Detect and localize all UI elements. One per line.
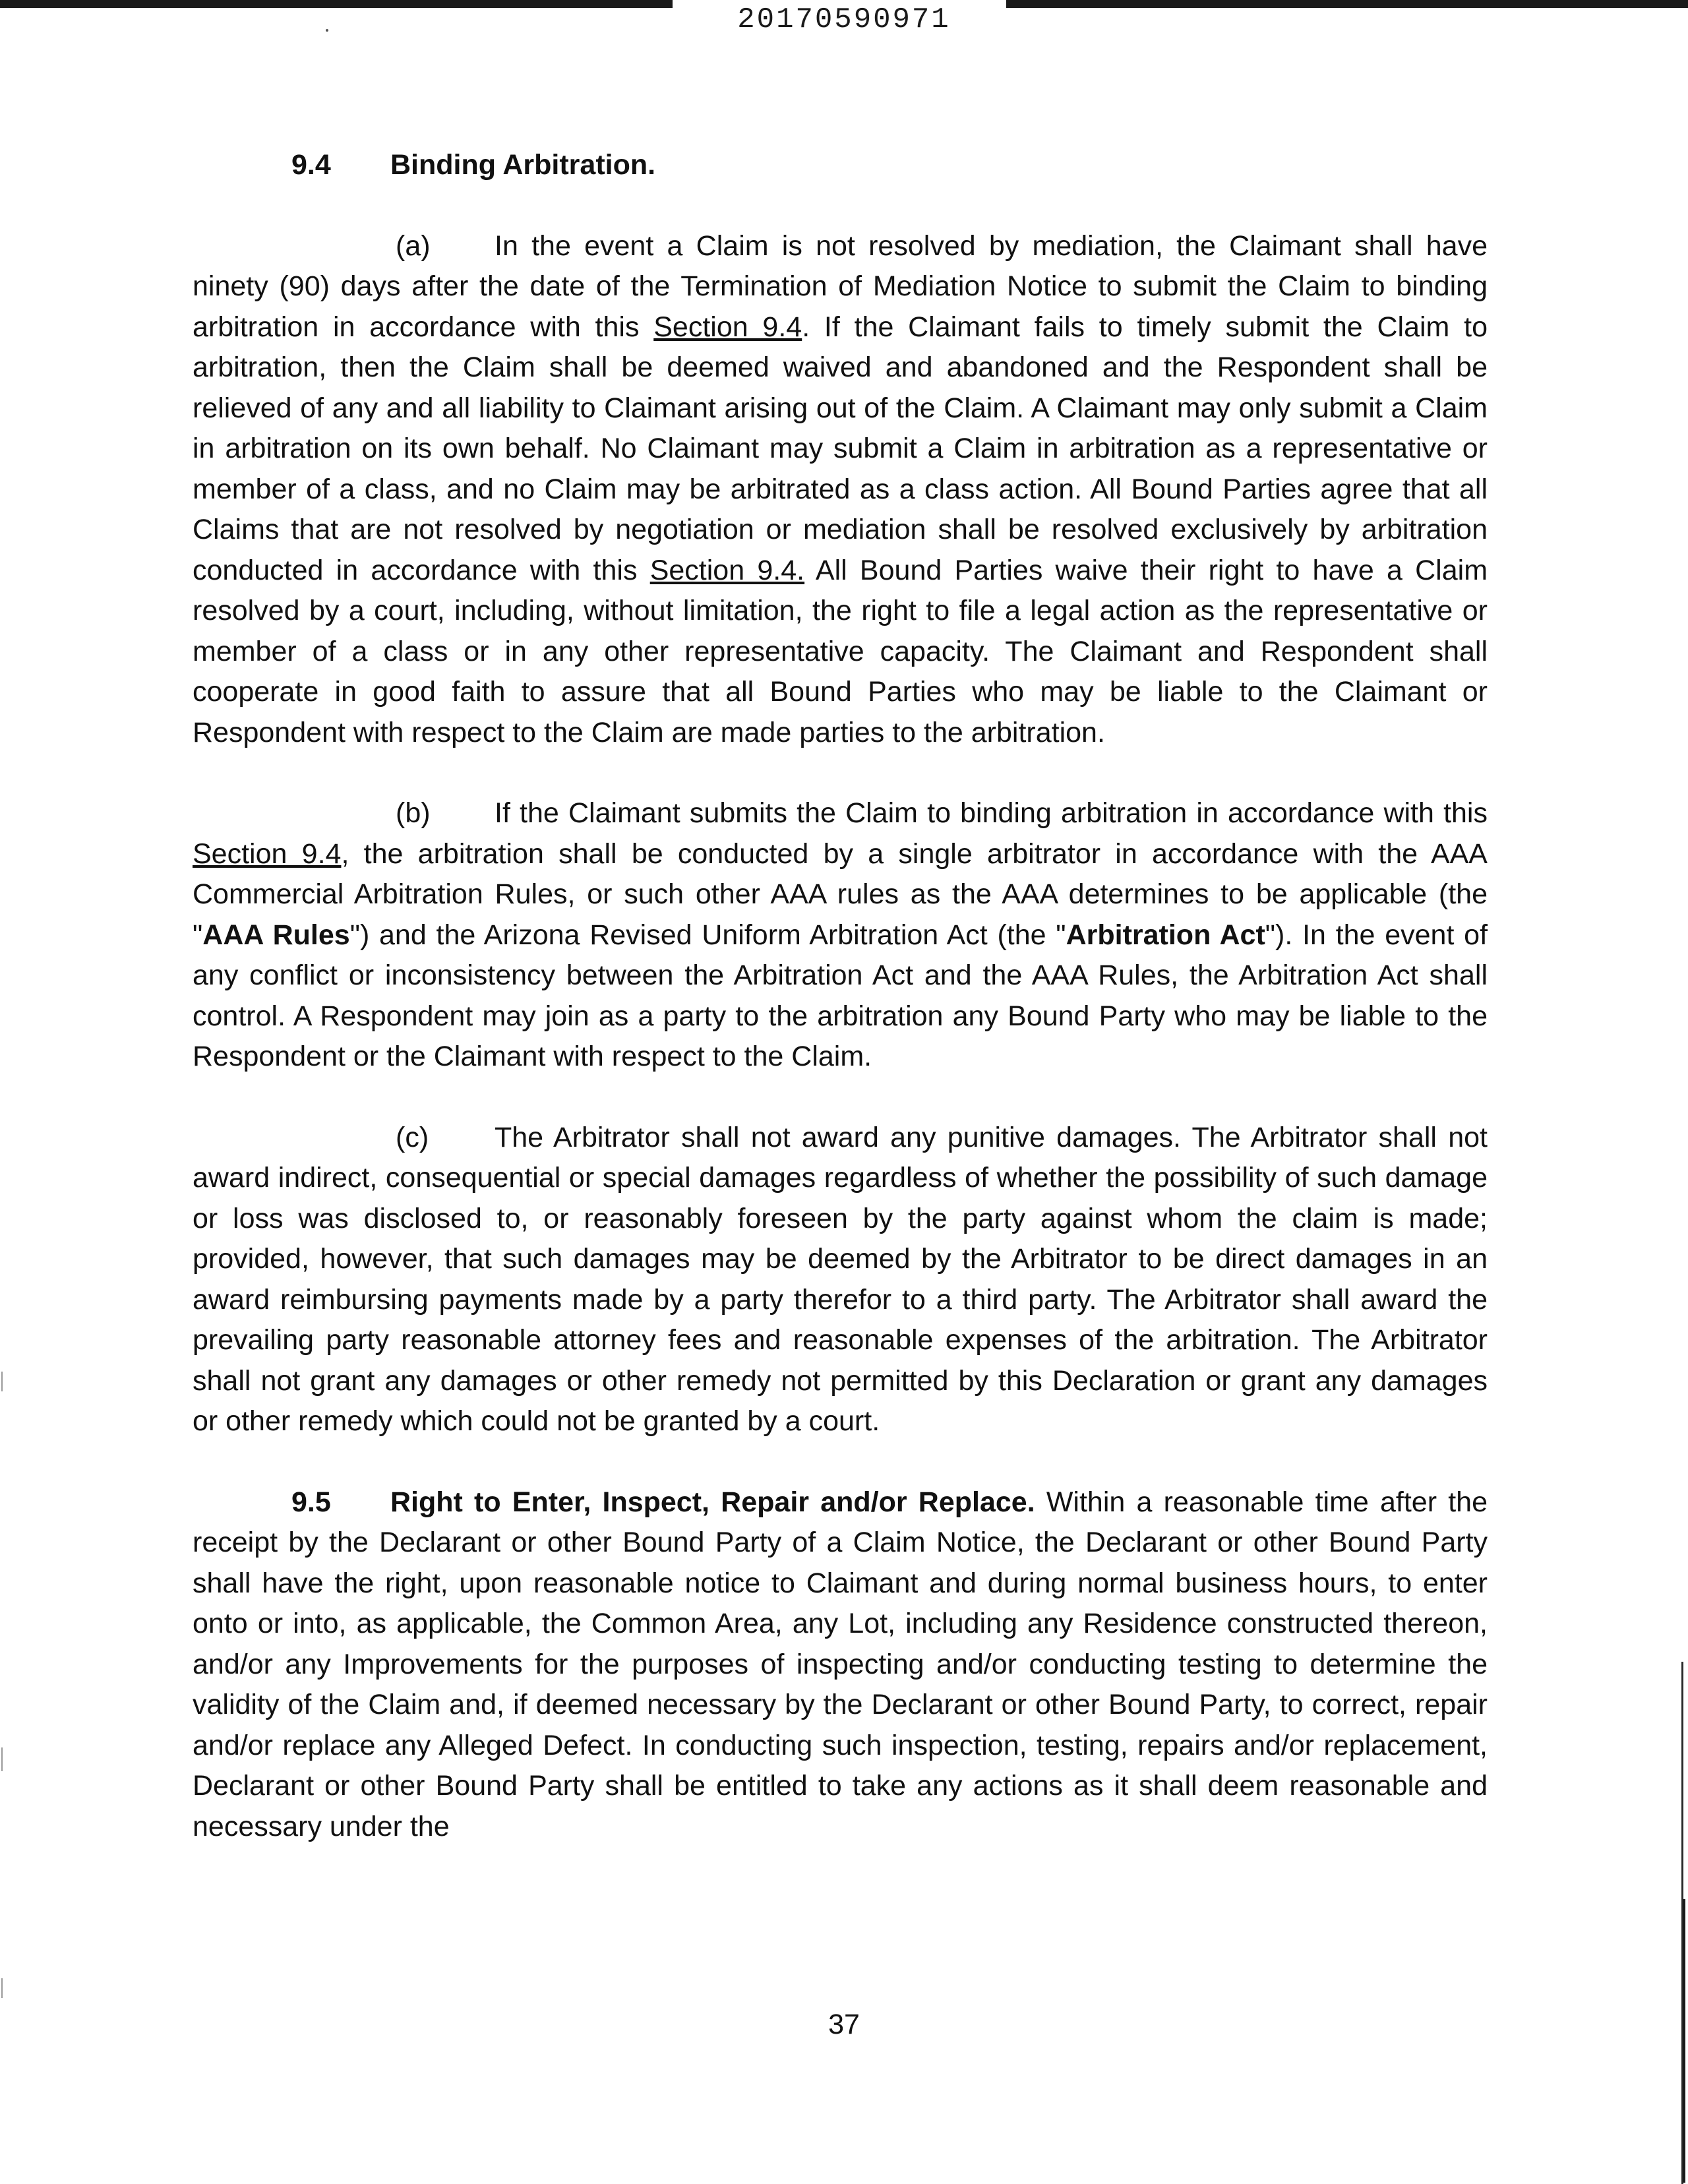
section-number: 9.4 — [291, 149, 331, 181]
section-9-5 — [193, 1482, 1488, 1848]
paragraph-text: Within a reasonable time after the receipt by the Declarant or other Bound Party of a Claim Notice, the Declarant or other Bound Party shall have the right, upon reasonable notice to Claimant and during normal business hours, to enter onto or into, as applicable, the Common Area, any Lot, including any Residence constructed thereon, and/or any Improvements for the purposes of inspecting and/or conducting testing to determine the validity of the Claim and, if deemed necessary by the Declarant or other Bound Party, to correct, repair and/or replace any Alleged Defect. In conducting such inspection, testing, repairs and/or replacement, Declarant or other Bound Party shall be entitled to take any actions as it shall deem reasonable and necessary under the — [193, 1486, 1488, 1842]
paragraph-text: The Arbitrator shall not award any punitive damages. The Arbitrator shall not award indirect, consequential or special damages regardless of whether the possibility of such damage or loss was disclosed to, or reasonably foreseen by the party against whom the claim is made; provided, however, that such damages may be deemed by the Arbitrator to be direct damages in an award reimbursing payments made by a party therefor to a third party. The Arbitrator shall award the prevailing party reasonable attorney fees and reasonable expenses of the arbitration. The Arbitrator shall not grant any damages or other remedy not permitted by this Declaration or grant any damages or other remedy which could not be granted by a court. — [193, 1121, 1488, 1437]
paragraph-label: (c) — [396, 1121, 429, 1153]
paragraph-b — [193, 793, 1488, 1077]
section-title: Right to Enter, Inspect, Repair and/or Replace. — [390, 1486, 1035, 1518]
paragraph-text: ") and the Arizona Revised Uniform Arbitration Act (the " — [349, 919, 1066, 951]
document-body — [193, 145, 1488, 1847]
paragraph-label: (b) — [396, 797, 431, 829]
paragraph-text: . If the Claimant fails to timely submit the Claim to arbitration, then the Claim shall be deemed waived and abandoned and the Respondent shall be relieved of any and all liability to Claimant arising out of the Claim. A Claimant may only submit a Claim in arbitration on its own behalf. No Claimant may submit a Claim in arbitration as a representative or member of a class, and no Claim may be arbitrated as a class action. All Bound Parties agree that all Claims that are not resolved by negotiation or mediation shall be resolved exclusively by arbitration conducted in accordance with this — [193, 311, 1488, 586]
section-title: Binding Arbitration. — [390, 149, 656, 181]
paragraph-text: In the event a Claim is not resolved by mediation, the Claimant shall have ninety (90) days after the date of the Termination of Mediation Notice to submit the Claim to binding arbitration in accordance with this — [193, 229, 1488, 343]
defined-term: Arbitration Act — [1066, 919, 1265, 951]
scan-speck — [326, 29, 328, 32]
paragraph-text: "). In the event of any conflict or inconsistency between the Arbitration Act and the AAA Rules, the Arbitration Act shall control. A Respondent may join as a party to the arbitration any Bound Party who may be liable to the Respondent or the Claimant with respect to the Claim. — [193, 919, 1488, 1072]
paragraph-c — [193, 1118, 1488, 1442]
recording-number: 20170590971 — [737, 3, 951, 36]
scan-edge-mark — [1, 1747, 3, 1771]
section-number: 9.5 — [291, 1486, 331, 1518]
paragraph-text: , the arbitration shall be conducted by a single arbitrator in accordance with the AAA Commercial Arbitration Rules, or such other AAA rules as the AAA determines to be applicable (the " — [193, 837, 1488, 951]
page-number: 37 — [828, 2009, 860, 2040]
section-reference: Section 9.4 — [653, 311, 802, 343]
defined-term: AAA Rules — [202, 919, 350, 951]
paragraph-a — [193, 226, 1488, 754]
scan-edge-mark — [1, 1978, 3, 1998]
section-reference: Section 9.4 — [193, 837, 342, 870]
section-reference: Section 9.4. — [649, 554, 805, 586]
paragraph-text: All Bound Parties waive their right to have a Claim resolved by a court, including, without limitation, the right to file a legal action as the representative or member of a class or in any other representative capacity. The Claimant and Respondent shall cooperate in good faith to assure that all Bound Parties who may be liable to the Claimant or Respondent with respect to the Claim are made parties to the arbitration. — [193, 554, 1488, 748]
section-heading-9-4 — [193, 145, 1488, 186]
paragraph-label: (a) — [396, 229, 431, 262]
scan-edge-mark — [1, 1372, 3, 1391]
paragraph-text: If the Claimant submits the Claim to binding arbitration in accordance with this — [495, 797, 1488, 829]
